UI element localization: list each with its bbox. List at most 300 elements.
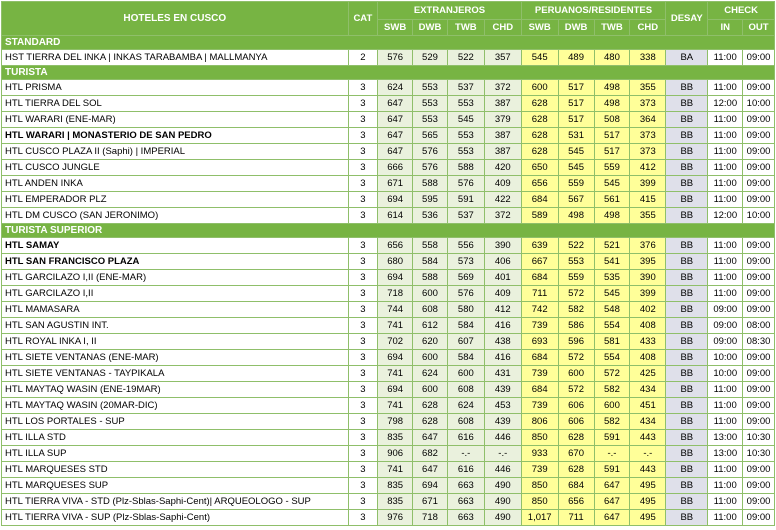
per-swb-cell: 739 [521,398,558,414]
ext-chd-cell: 387 [484,128,521,144]
per-twb-cell: 498 [594,96,630,112]
ext-chd-cell: 409 [484,176,521,192]
table-row [2,160,775,176]
ext-swb-cell: 744 [378,302,413,318]
table-row [2,446,775,462]
per-twb-cell: 591 [594,430,630,446]
per-swb-cell: 933 [521,446,558,462]
ext-dwb-cell: 671 [413,494,448,510]
per-swb-cell: 739 [521,462,558,478]
per-chd-cell: 373 [630,128,666,144]
ext-chd-cell: 422 [484,192,521,208]
table-row [2,270,775,286]
ext-twb-cell: 553 [447,144,484,160]
table-row [2,462,775,478]
ext-chd-cell: 406 [484,254,521,270]
ext-twb-cell: 553 [447,128,484,144]
check-out-cell: 09:00 [743,366,775,382]
cat-cell: 3 [348,462,378,478]
per-twb-cell: 517 [594,128,630,144]
per-twb-cell: 561 [594,192,630,208]
ext-dwb-cell: 600 [413,382,448,398]
per-swb-cell: 1,017 [521,510,558,526]
per-swb-cell: 684 [521,350,558,366]
check-in-cell: 09:00 [708,318,743,334]
hotel-name: HTL MAYTAQ WASIN (ENE-19MAR) [5,384,161,395]
per-twb-cell: 591 [594,462,630,478]
per-twb-cell: 521 [594,238,630,254]
hotel-name: HTL TIERRA VIVA - STD (Plz-Sblas-Saphi-Cent) [5,496,210,507]
check-in-cell: 12:00 [708,208,743,224]
desay-cell: BB [666,430,708,446]
desay-cell: BB [666,446,708,462]
ext-chd-cell: 409 [484,286,521,302]
hotel-name-cell [2,446,349,462]
per-chd-cell: 434 [630,414,666,430]
ext-swb-cell: 741 [378,462,413,478]
desay-cell: BB [666,318,708,334]
table-row [2,50,775,66]
desay-cell: BB [666,382,708,398]
check-in-cell: 12:00 [708,96,743,112]
cat-cell: 3 [348,350,378,366]
per-twb-cell: -.- [594,446,630,462]
per-swb-cell: 628 [521,96,558,112]
hotel-name-cell [2,398,349,414]
per-dwb-cell: 498 [558,208,594,224]
hotel-name-cell [2,494,349,510]
header-extranjeros: EXTRANJEROS [378,2,522,20]
per-twb-cell: 647 [594,494,630,510]
cat-cell: 3 [348,302,378,318]
ext-dwb-cell: 595 [413,192,448,208]
table-row [2,398,775,414]
per-swb-cell: 628 [521,128,558,144]
hotel-name-cell [2,254,349,270]
ext-chd-cell: 453 [484,398,521,414]
ext-chd-cell: 416 [484,350,521,366]
hotel-name-cell [2,192,349,208]
per-dwb-cell: 670 [558,446,594,462]
table-row [2,128,775,144]
table-row [2,208,775,224]
per-swb-cell: 739 [521,318,558,334]
ext-dwb-cell: 647 [413,462,448,478]
ext-dwb-cell: 576 [413,160,448,176]
check-out-cell: 09:00 [743,494,775,510]
table-row [2,366,775,382]
hotel-name-cell [2,286,349,302]
per-chd-cell: 495 [630,510,666,526]
per-chd-cell: 495 [630,494,666,510]
ext-chd-cell: -.- [484,446,521,462]
check-in-cell: 09:00 [708,334,743,350]
check-out-cell: 09:00 [743,238,775,254]
ext-dwb-cell: 600 [413,286,448,302]
ext-chd-cell: 490 [484,494,521,510]
table-row [2,494,775,510]
cat-cell: 3 [348,112,378,128]
per-twb-cell: 647 [594,510,630,526]
hotel-rates-table [1,1,775,526]
per-swb-cell: 639 [521,238,558,254]
per-dwb-cell: 531 [558,128,594,144]
check-out-cell: 08:30 [743,334,775,350]
per-swb-cell: 711 [521,286,558,302]
per-chd-cell: 373 [630,144,666,160]
per-chd-cell: 443 [630,462,666,478]
hotel-name: HTL WARARI (ENE-MAR) [5,114,116,125]
per-chd-cell: 433 [630,334,666,350]
hotel-name-extra: | IMPERIAL [132,146,186,157]
desay-cell: BB [666,494,708,510]
check-in-cell: 11:00 [708,160,743,176]
hotel-name-cell [2,112,349,128]
hotel-name: HTL MARQUESES STD [5,464,108,475]
ext-dwb-cell: 588 [413,176,448,192]
per-dwb-cell: 517 [558,96,594,112]
check-out-cell: 09:00 [743,192,775,208]
ext-dwb-cell: 647 [413,430,448,446]
per-chd-cell: 415 [630,192,666,208]
hotel-name: HTL ILLA STD [5,432,66,443]
ext-dwb-cell: 718 [413,510,448,526]
desay-cell: BB [666,192,708,208]
hotel-name: HTL SIETE VENTANAS (ENE-MAR) [5,352,159,363]
check-out-cell: 09:00 [743,382,775,398]
per-swb-cell: 628 [521,144,558,160]
per-swb-cell: 850 [521,430,558,446]
header-ext-chd: CHD [484,20,521,36]
hotel-name-cell [2,50,349,66]
ext-swb-cell: 647 [378,128,413,144]
header-ext-dwb: DWB [413,20,448,36]
ext-twb-cell: 569 [447,270,484,286]
hotel-name-cell [2,302,349,318]
check-out-cell: 09:00 [743,478,775,494]
ext-dwb-cell: 565 [413,128,448,144]
table-row [2,238,775,254]
ext-chd-cell: 439 [484,382,521,398]
hotel-name: HTL MAMASARA [5,304,80,315]
desay-cell: BB [666,208,708,224]
per-twb-cell: 554 [594,318,630,334]
hotel-name: HTL ROYAL INKA I, II [5,336,97,347]
per-chd-cell: 399 [630,286,666,302]
hotel-name-cell [2,430,349,446]
check-out-cell: 09:00 [743,160,775,176]
ext-twb-cell: 556 [447,238,484,254]
per-dwb-cell: 628 [558,462,594,478]
table-row [2,176,775,192]
hotel-name: HTL MARQUESES SUP [5,480,109,491]
per-chd-cell: 376 [630,238,666,254]
check-out-cell: 09:00 [743,144,775,160]
per-dwb-cell: 606 [558,414,594,430]
hotel-name-cell [2,238,349,254]
check-out-cell: 09:00 [743,510,775,526]
table-row [2,478,775,494]
check-out-cell: 09:00 [743,462,775,478]
per-twb-cell: 545 [594,286,630,302]
hotel-name-cell [2,414,349,430]
ext-chd-cell: 387 [484,144,521,160]
ext-twb-cell: 584 [447,318,484,334]
ext-twb-cell: 663 [447,478,484,494]
per-chd-cell: -.- [630,446,666,462]
hotel-name: HTL CUSCO PLAZA II (Saphi) [5,146,133,157]
per-chd-cell: 443 [630,430,666,446]
per-swb-cell: 684 [521,270,558,286]
per-swb-cell: 850 [521,494,558,510]
ext-dwb-cell: 694 [413,478,448,494]
check-in-cell: 10:00 [708,366,743,382]
check-out-cell: 09:00 [743,254,775,270]
per-chd-cell: 451 [630,398,666,414]
ext-swb-cell: 976 [378,510,413,526]
check-out-cell: 09:00 [743,176,775,192]
per-swb-cell: 693 [521,334,558,350]
check-out-cell: 10:30 [743,430,775,446]
ext-swb-cell: 614 [378,208,413,224]
ext-dwb-cell: 529 [413,50,448,66]
ext-swb-cell: 835 [378,430,413,446]
check-out-cell: 08:00 [743,318,775,334]
per-dwb-cell: 684 [558,478,594,494]
per-swb-cell: 739 [521,366,558,382]
check-in-cell: 11:00 [708,128,743,144]
per-dwb-cell: 489 [558,50,594,66]
check-in-cell: 11:00 [708,50,743,66]
ext-twb-cell: 607 [447,334,484,350]
per-dwb-cell: 517 [558,112,594,128]
header-check-out: OUT [743,20,775,36]
hotel-name: HTL ANDEN INKA [5,178,83,189]
check-in-cell: 11:00 [708,494,743,510]
ext-swb-cell: 702 [378,334,413,350]
per-dwb-cell: 553 [558,254,594,270]
check-in-cell: 11:00 [708,398,743,414]
ext-swb-cell: 694 [378,192,413,208]
check-in-cell: 13:00 [708,446,743,462]
table-row [2,382,775,398]
ext-chd-cell: 372 [484,80,521,96]
hotel-name-cell [2,176,349,192]
hotel-name-cell [2,270,349,286]
per-twb-cell: 480 [594,50,630,66]
check-in-cell: 11:00 [708,478,743,494]
desay-cell: BB [666,176,708,192]
per-twb-cell: 548 [594,302,630,318]
check-out-cell: 09:00 [743,302,775,318]
header-check: CHECK [708,2,775,20]
check-in-cell: 13:00 [708,430,743,446]
ext-swb-cell: 666 [378,160,413,176]
desay-cell: BB [666,286,708,302]
ext-twb-cell: 576 [447,176,484,192]
ext-chd-cell: 387 [484,96,521,112]
per-dwb-cell: 522 [558,238,594,254]
cat-cell: 3 [348,318,378,334]
ext-swb-cell: 835 [378,494,413,510]
per-swb-cell: 742 [521,302,558,318]
per-chd-cell: 495 [630,478,666,494]
ext-swb-cell: 576 [378,50,413,66]
ext-swb-cell: 741 [378,318,413,334]
check-in-cell: 11:00 [708,286,743,302]
ext-swb-cell: 656 [378,238,413,254]
per-swb-cell: 545 [521,50,558,66]
header-per-chd: CHD [630,20,666,36]
desay-cell: BA [666,50,708,66]
cat-cell: 3 [348,334,378,350]
cat-cell: 3 [348,382,378,398]
per-dwb-cell: 711 [558,510,594,526]
header-per-dwb: DWB [558,20,594,36]
ext-twb-cell: 591 [447,192,484,208]
hotel-name-cell [2,462,349,478]
desay-cell: BB [666,462,708,478]
hotel-name-cell [2,350,349,366]
ext-swb-cell: 906 [378,446,413,462]
cat-cell: 3 [348,398,378,414]
ext-dwb-cell: 628 [413,414,448,430]
per-chd-cell: 373 [630,96,666,112]
check-in-cell: 11:00 [708,112,743,128]
cat-cell: 3 [348,414,378,430]
ext-twb-cell: 616 [447,430,484,446]
desay-cell: BB [666,478,708,494]
hotel-name-cell [2,334,349,350]
table-row [2,430,775,446]
ext-dwb-cell: 553 [413,112,448,128]
table-row [2,286,775,302]
hotel-name: HTL GARCILAZO I,II (ENE-MAR) [5,272,147,283]
section-header [2,224,775,238]
cat-cell: 3 [348,96,378,112]
header-ext-twb: TWB [447,20,484,36]
ext-chd-cell: 490 [484,510,521,526]
desay-cell: BB [666,80,708,96]
ext-swb-cell: 647 [378,112,413,128]
ext-dwb-cell: 612 [413,318,448,334]
per-twb-cell: 545 [594,176,630,192]
per-twb-cell: 572 [594,366,630,382]
ext-swb-cell: 835 [378,478,413,494]
ext-dwb-cell: 600 [413,350,448,366]
ext-twb-cell: 663 [447,494,484,510]
per-chd-cell: 412 [630,160,666,176]
header-per-swb: SWB [521,20,558,36]
cat-cell: 3 [348,270,378,286]
per-swb-cell: 650 [521,160,558,176]
section-header [2,66,775,80]
header-cat: CAT [348,2,378,36]
per-twb-cell: 498 [594,80,630,96]
per-dwb-cell: 559 [558,176,594,192]
ext-twb-cell: 545 [447,112,484,128]
cat-cell: 3 [348,286,378,302]
table-body [2,36,775,526]
table-header [2,2,775,36]
cat-cell: 3 [348,430,378,446]
ext-twb-cell: 537 [447,80,484,96]
check-out-cell: 09:00 [743,128,775,144]
ext-dwb-cell: 620 [413,334,448,350]
per-chd-cell: 402 [630,302,666,318]
table-row [2,318,775,334]
table-row [2,254,775,270]
per-twb-cell: 517 [594,144,630,160]
desay-cell: BB [666,366,708,382]
ext-twb-cell: 608 [447,382,484,398]
per-swb-cell: 589 [521,208,558,224]
ext-swb-cell: 647 [378,144,413,160]
ext-swb-cell: 741 [378,398,413,414]
check-in-cell: 11:00 [708,144,743,160]
ext-chd-cell: 390 [484,238,521,254]
section-title: TURISTA [2,66,775,80]
per-swb-cell: 656 [521,176,558,192]
per-dwb-cell: 545 [558,144,594,160]
hotel-name-cell [2,144,349,160]
hotel-name: HTL ILLA SUP [5,448,67,459]
per-dwb-cell: 596 [558,334,594,350]
header-peruanos: PERUANOS/RESIDENTES [521,2,666,20]
ext-swb-cell: 694 [378,382,413,398]
per-dwb-cell: 572 [558,382,594,398]
cat-cell: 3 [348,144,378,160]
ext-chd-cell: 439 [484,414,521,430]
ext-chd-cell: 438 [484,334,521,350]
ext-swb-cell: 741 [378,366,413,382]
hotel-name-cell [2,510,349,526]
ext-twb-cell: 573 [447,254,484,270]
check-in-cell: 11:00 [708,176,743,192]
hotel-name: HTL TIERRA DEL SOL [5,98,102,109]
table-row [2,192,775,208]
per-dwb-cell: 572 [558,350,594,366]
hotel-name: HTL SIETE VENTANAS - TAYPIKALA [5,368,165,379]
table-row [2,144,775,160]
hotel-name: HST TIERRA DEL INKA [5,52,106,63]
check-out-cell: 09:00 [743,286,775,302]
ext-twb-cell: 663 [447,510,484,526]
per-dwb-cell: 545 [558,160,594,176]
per-chd-cell: 399 [630,176,666,192]
per-twb-cell: 647 [594,478,630,494]
per-dwb-cell: 606 [558,398,594,414]
per-chd-cell: 425 [630,366,666,382]
ext-chd-cell: 379 [484,112,521,128]
ext-dwb-cell: 536 [413,208,448,224]
cat-cell: 3 [348,176,378,192]
ext-dwb-cell: 608 [413,302,448,318]
check-out-cell: 09:00 [743,112,775,128]
per-twb-cell: 508 [594,112,630,128]
hotel-name: HTL TIERRA VIVA - SUP (Plz-Sblas-Saphi-Cent) [5,512,211,523]
header-ext-swb: SWB [378,20,413,36]
hotel-name: HTL LOS PORTALES - SUP [5,416,125,427]
per-twb-cell: 535 [594,270,630,286]
per-dwb-cell: 600 [558,366,594,382]
desay-cell: BB [666,414,708,430]
hotel-name: HTL PRISMA [5,82,62,93]
check-out-cell: 10:30 [743,446,775,462]
ext-swb-cell: 671 [378,176,413,192]
per-chd-cell: 395 [630,254,666,270]
hotel-name-extra: | INKAS TARABAMBA | MALLMANYA [105,52,268,63]
